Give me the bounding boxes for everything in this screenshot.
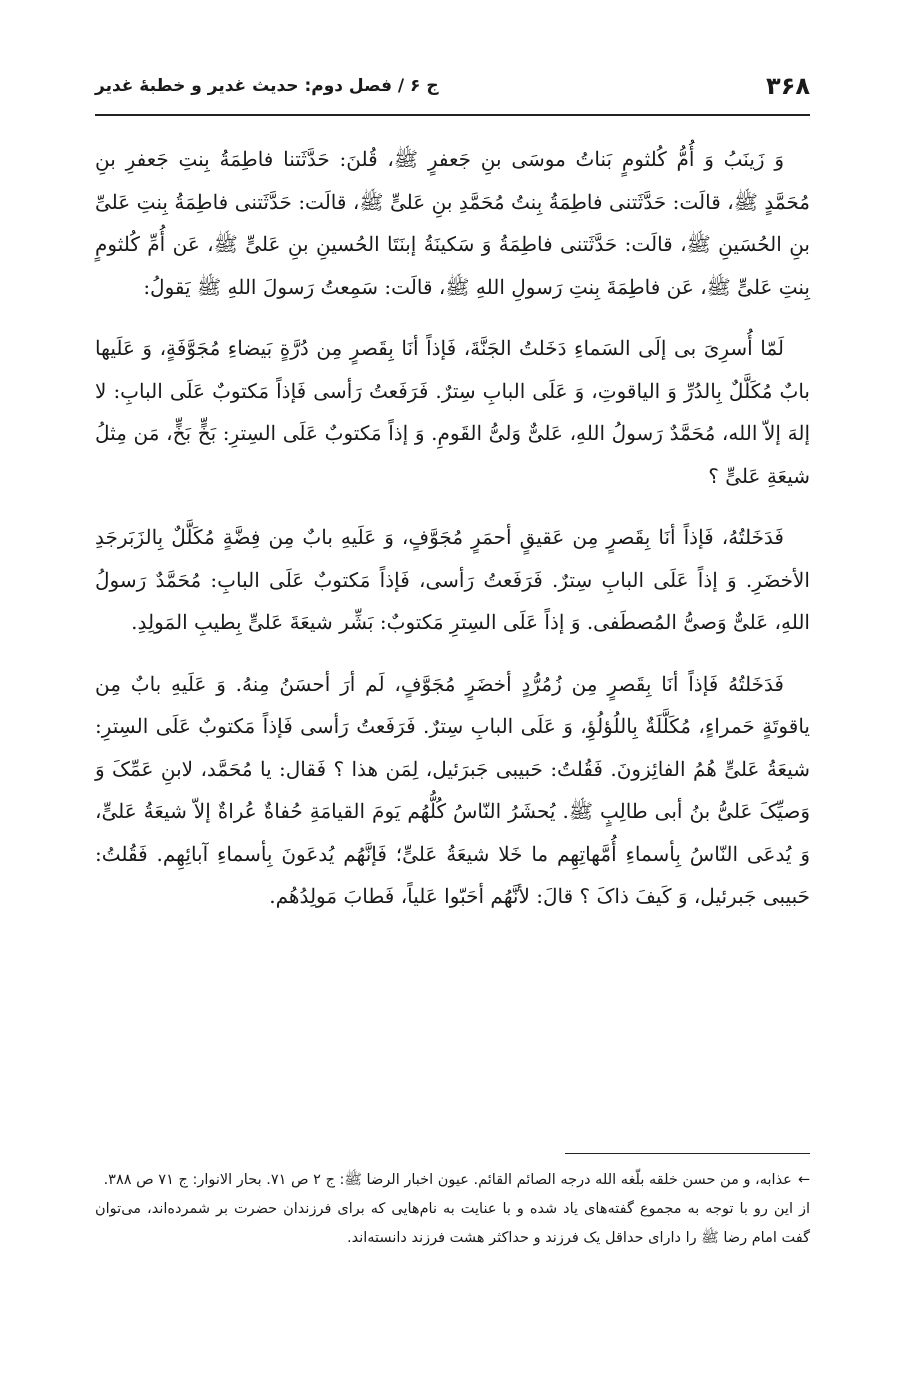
running-title: ج ۶ / فصل دوم: حدیث غدیر و خطبهٔ غدیر bbox=[95, 76, 439, 96]
main-text bbox=[95, 138, 810, 918]
footnote-divider bbox=[565, 1153, 810, 1154]
page-header bbox=[95, 66, 810, 110]
paragraph-second-palace: فَدَخَلتُهُ، فَإذاً أنَا بِقَصرٍ مِن عَقیقٍ أحمَرٍ مُجَوَّفٍ، وَ عَلَیهِ بابٌ مِن فِضَّةٍ مُکَلَّلٌ بِالزَبَرجَدِ الأخضَرِ. وَ إذاً عَلَی البابِ سِترٌ. فَرَفَعتُ رَأسی، فَإذاً مَکتوبٌ عَلَی البابِ: مُحَمَّدٌ رَسولُ اللهِ، عَلیٌّ وَصیُّ المُصطَفی. وَ إذاً عَلَی السِترِ مَکتوبٌ: بَشِّر شیعَةَ عَلیٍّ بِطیبِ المَولِدِ. bbox=[95, 525, 810, 634]
footnote-continued bbox=[95, 1166, 810, 1195]
footnote-continued-text: عذابه، و من حسن خلقه بلّغه الله درجه الصائم القائم. عیون اخبار الرضا ﷺ: ج ۲ ص ۷۱. بحار الانوار: ج ۷۱ ص ۳۸۸. bbox=[103, 1172, 792, 1188]
footnotes bbox=[95, 1166, 810, 1253]
header-divider bbox=[95, 114, 810, 116]
page-number: ۳۶۸ bbox=[766, 72, 810, 100]
paragraph-first-palace: لَمّا أُسرِیَ بی إلَی السَماءِ دَخَلتُ الجَنَّةَ، فَإذاً أنَا بِقَصرٍ مِن دُرَّةٍ بَیضاءِ مُجَوَّفَةٍ، وَ عَلَیها بابٌ مُکَلَّلٌ بِالدُرِّ وَ الیاقوتِ، وَ عَلَی البابِ سِترٌ. فَرَفَعتُ رَأسی فَإذاً مَکتوبٌ عَلَی البابِ: لا إلهَ إلاّ الله، مُحَمَّدٌ رَسولُ اللهِ، عَلیٌّ وَلیُّ القَومِ. وَ إذاً مَکتوبٌ عَلَی السِترِ: بَخٍّ بَخٍّ، مَن مِثلُ شیعَةِ عَلیٍّ ؟ bbox=[95, 336, 810, 488]
continuation-arrow-icon: ← bbox=[797, 1172, 810, 1188]
paragraph-isnad: وَ زَینَبُ وَ أُمُّ کُلثومٍ بَناتُ موسَی بنِ جَعفرٍ ﷺ، قُلنَ: حَدَّثَتنا فاطِمَةُ بِنتِ جَعفرِ بنِ مُحَمَّدٍ ﷺ، قالَت: حَدَّثَتنی فاطِمَةُ بِنتُ مُحَمَّدِ بنِ عَلیٍّ ﷺ، قالَت: حَدَّثَتنی فاطِمَةُ بِنتِ عَلیِّ بنِ الحُسَینِ ﷺ، قالَت: حَدَّثَتنی فاطِمَةُ وَ سَکینَةُ إبنَتَا الحُسینِ بنِ عَلیٍّ ﷺ، عَن أُمِّ کُلثومٍ بِنتِ عَلیٍّ ﷺ، عَن فاطِمَةَ بِنتِ رَسولِ اللهِ ﷺ، قالَت: سَمِعتُ رَسولَ اللهِ ﷺ یَقولُ: bbox=[95, 147, 810, 299]
footnote-second: از این رو با توجه به مجموع گفته‌های یاد شده و با عنایت به نام‌هایی که برای فرزندان حضرت بر شمرده‌اند، می‌توان گفت امام رضا ﷺ را دارای حداقل یک فرزند و حداکثر هشت فرزند دانسته‌اند. bbox=[95, 1201, 810, 1246]
paragraph-third-palace: فَدَخَلتُهُ فَإذاً أنَا بِقَصرٍ مِن زُمُرُّدٍ أخضَرٍ مُجَوَّفٍ، لَم أرَ أحسَنُ مِنهُ. وَ عَلَیهِ بابٌ مِن یاقوتَةٍ حَمراءٍ، مُکَلَّلَةٌ بِاللُؤلُؤِ، وَ عَلَی البابِ سِترٌ. فَرَفَعتُ رَأسی فَإذاً مَکتوبٌ عَلَی السِترِ: شیعَةُ عَلیٍّ هُمُ الفائِزونَ. فَقُلتُ: حَبیبی جَبرَئیل، لِمَن هذا ؟ فَقال: یا مُحَمَّد، لابنِ عَمِّکَ وَ وَصیِّکَ عَلیُّ بنُ أبی طالِبٍ ﷺ. یُحشَرُ النّاسُ کُلُّهُم یَومَ القیامَةِ حُفاةٌ عُراةٌ إلاّ شیعَةُ عَلیٍّ، وَ یُدعَی النّاسُ بِأسماءِ أُمَّهاتِهِم ما خَلا شیعَةُ عَلیٍّ؛ فَإنَّهُم یُدعَونَ بِأسماءِ آبائِهِم. فَقُلتُ: حَبیبی جَبرئیل، وَ کَیفَ ذاکَ ؟ قالَ: لأنَّهُم أحَبّوا عَلیاً، فَطابَ مَولِدُهُم. bbox=[95, 671, 810, 908]
